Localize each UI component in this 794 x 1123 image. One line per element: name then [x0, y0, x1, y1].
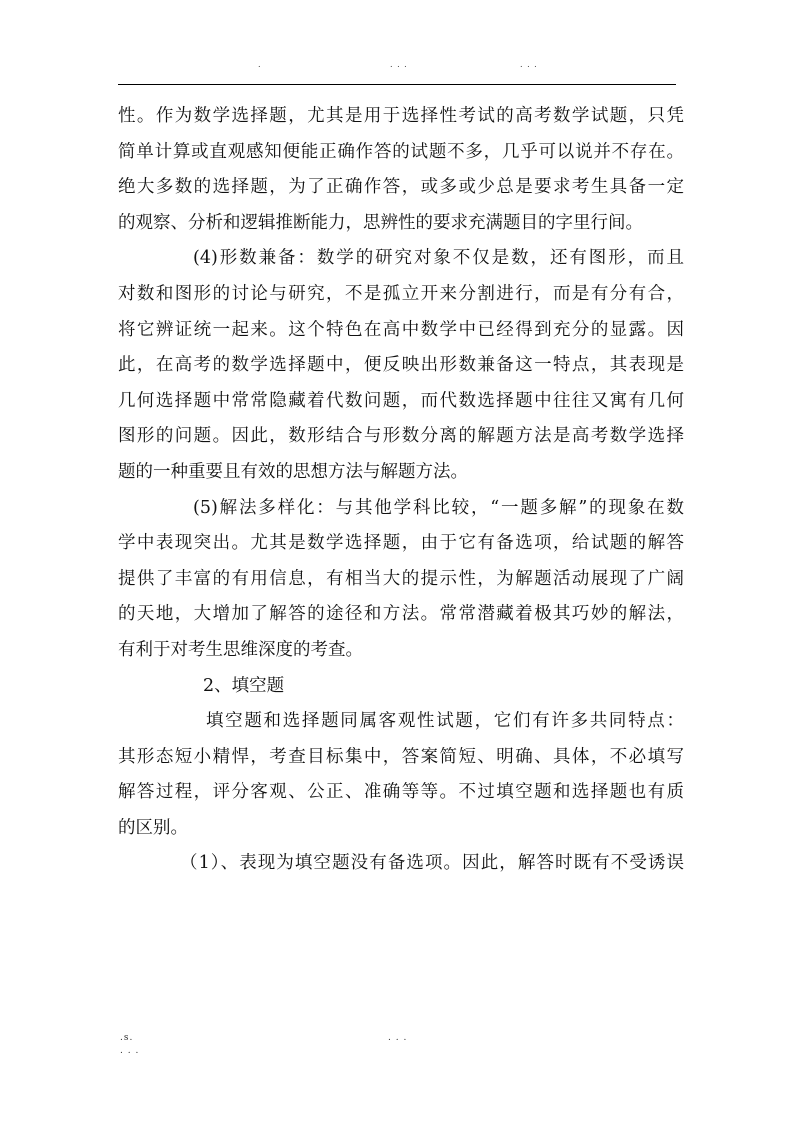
footer-mark-left: .s. [120, 1033, 134, 1043]
paragraph-heading-4: (4)形数兼备：数学的研究对象不仅是数，还有图形，而且 [193, 248, 684, 269]
text-line: 填空题和选择题同属客观性试题，它们有许多共同特点： [206, 711, 684, 732]
body-text [118, 99, 684, 882]
footer-mark-center: . . . [388, 1033, 408, 1043]
text-line: 其形态短小精悍，考查目标集中，答案简短、明确、具体，不必填写 [118, 746, 684, 767]
text-line: 的观察、分析和逻辑推断能力，思辨性的要求充满题目的字里行间。 [118, 212, 643, 233]
text-line: 学中表现突出。尤其是数学选择题，由于它有备选项，给试题的解答 [118, 533, 684, 554]
text-line: 几何选择题中常常隐藏着代数问题，而代数选择题中往往又寓有几何 [118, 390, 684, 411]
text-line: 简单计算或直观感知便能正确作答的试题不多，几乎可以说并不存在。 [118, 141, 684, 162]
text-line: 的天地，大增加了解答的途径和方法。常常潜藏着极其巧妙的解法， [118, 604, 684, 625]
header-mark-1: . [258, 60, 262, 69]
footer-mark-left-2: . . . [120, 1046, 140, 1056]
text-line: 对数和图形的讨论与研究，不是孤立开来分割进行，而是有分有合， [118, 283, 684, 304]
text-line: 将它辨证统一起来。这个特色在高中数学中已经得到充分的显露。因 [118, 319, 684, 340]
section-heading: 2、填空题 [203, 675, 285, 696]
text-line: 提供了丰富的有用信息，有相当大的提示性，为解题活动展现了广阔 [118, 568, 684, 589]
text-line: 此，在高考的数学选择题中，便反映出形数兼备这一特点，其表现是 [118, 355, 684, 376]
text-line: 绝大多数的选择题，为了正确作答，或多或少总是要求考生具备一定 [118, 177, 684, 198]
text-line: 的区别。 [118, 817, 188, 838]
text-line: 题的一种重要且有效的思想方法与解题方法。 [118, 461, 468, 482]
text-line: 有利于对考生思维深度的考查。 [118, 639, 363, 660]
header-mark-2: . . . [390, 60, 408, 69]
text-line: 解答过程，评分客观、公正、准确等等。不过填空题和选择题也有质 [118, 782, 684, 803]
header-mark-3: . . . [520, 60, 538, 69]
text-line: 图形的问题。因此，数形结合与形数分离的解题方法是高考数学选择 [118, 426, 684, 447]
paragraph-heading-5: (5)解法多样化：与其他学科比较，“一题多解”的现象在数 [193, 497, 684, 518]
text-line: 性。作为数学选择题，尤其是用于选择性考试的高考数学试题，只凭 [118, 106, 684, 126]
header-rule [118, 84, 676, 85]
text-line: （1）、表现为填空题没有备选项。因此，解答时既有不受诱误 [180, 853, 684, 874]
